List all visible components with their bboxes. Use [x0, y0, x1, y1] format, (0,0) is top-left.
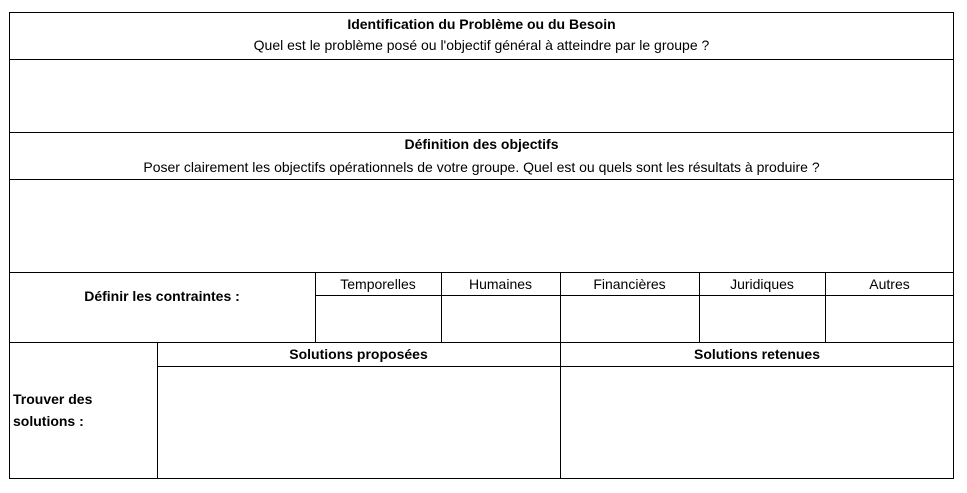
solutions-label-line2: solutions : — [13, 413, 84, 429]
constraints-label: Définir les contraintes : — [84, 288, 240, 304]
section2-title: Définition des objectifs — [404, 136, 559, 152]
section1-title: Identification du Problème ou du Besoin — [347, 16, 616, 32]
constraint-header-temporelles: Temporelles — [340, 276, 416, 292]
solutions-label-line1: Trouver des — [13, 391, 93, 407]
constraint-header-financieres: Financières — [593, 276, 666, 292]
objectives-answer-field[interactable] — [10, 180, 953, 272]
divider — [9, 342, 954, 343]
constraint-cell-autres[interactable] — [826, 296, 953, 342]
problem-answer-field[interactable] — [10, 60, 953, 132]
solutions-proposed-field[interactable] — [158, 367, 560, 478]
solutions-retained-field[interactable] — [561, 367, 953, 478]
solutions-proposed-header: Solutions proposées — [289, 346, 428, 362]
constraint-header-juridiques: Juridiques — [730, 276, 794, 292]
constraint-cell-temporelles[interactable] — [316, 296, 441, 342]
constraint-header-humaines: Humaines — [468, 276, 533, 292]
divider — [9, 132, 954, 133]
constraint-cell-financieres[interactable] — [561, 296, 699, 342]
section2-prompt: Poser clairement les objectifs opérationnels de votre groupe. Quel est ou quels sont les résultats à produire ? — [143, 159, 820, 175]
solutions-retained-header: Solutions retenues — [693, 346, 821, 362]
section1-prompt: Quel est le problème posé ou l'objectif général à atteindre par le groupe ? — [253, 37, 710, 53]
constraint-cell-humaines[interactable] — [442, 296, 560, 342]
constraint-header-autres: Autres — [869, 276, 910, 292]
divider — [9, 272, 954, 273]
constraint-cell-juridiques[interactable] — [700, 296, 825, 342]
